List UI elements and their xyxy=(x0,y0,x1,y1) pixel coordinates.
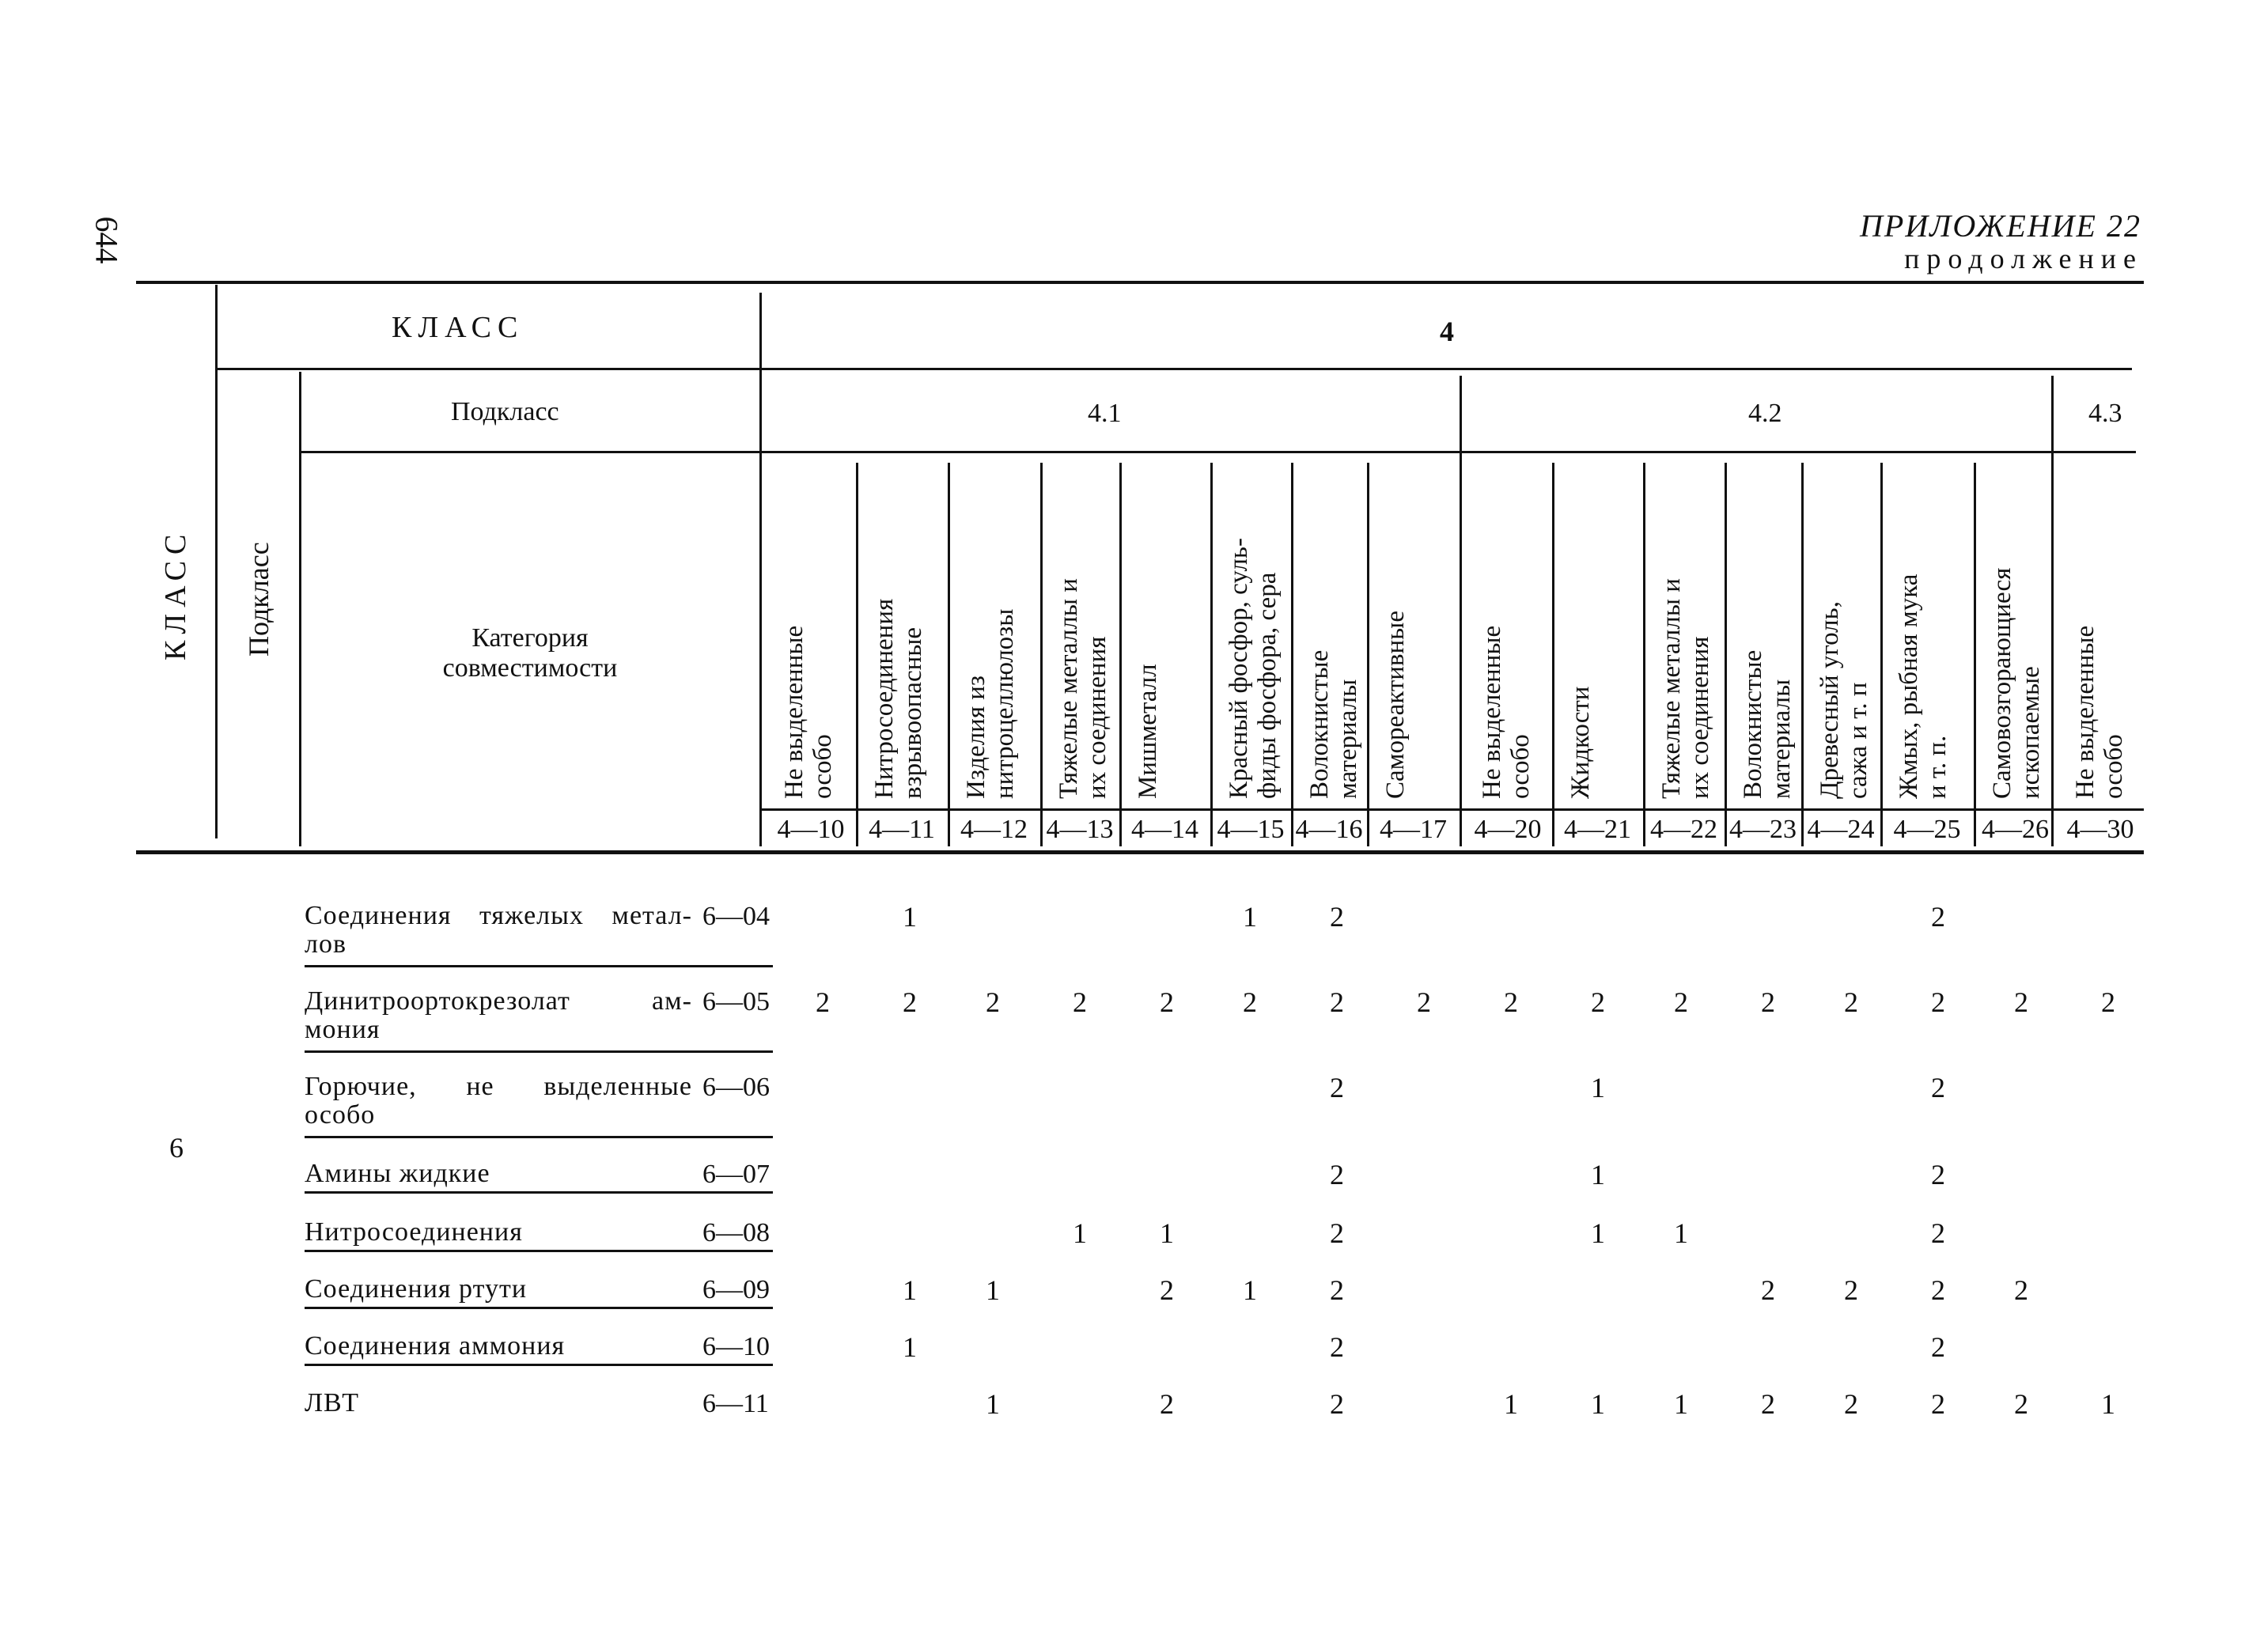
column-code: 4—15 xyxy=(1217,815,1285,844)
column-header-line1: Красный фосфор, суль- xyxy=(1225,538,1253,799)
column-code: 4—20 xyxy=(1474,815,1542,844)
column-separator xyxy=(1119,463,1122,846)
cell-value: 2 xyxy=(1330,1159,1344,1190)
column-header-line1: Самореактивные xyxy=(1381,611,1410,799)
column-header-label xyxy=(1054,578,1111,799)
column-header-line2: материалы xyxy=(1767,679,1796,799)
cell-value: 2 xyxy=(1761,1274,1775,1306)
column-code: 4—11 xyxy=(869,815,935,844)
column-separator xyxy=(1040,463,1043,846)
column-header-label xyxy=(1225,538,1282,799)
row-name xyxy=(305,1073,692,1130)
row-underline xyxy=(305,1250,773,1252)
cell-value: 1 xyxy=(986,1388,1000,1420)
cell-value: 2 xyxy=(1330,1388,1344,1420)
column-header-line1: Нитросоединения xyxy=(870,598,899,799)
cell-value: 2 xyxy=(1160,986,1174,1018)
cell-value: 2 xyxy=(1931,901,1945,933)
cell-value: 1 xyxy=(1160,1217,1174,1249)
row-name-line1: Горючие, не выделенные xyxy=(305,1072,692,1101)
page-number: 644 xyxy=(89,216,125,264)
column-code: 4—30 xyxy=(2066,815,2134,844)
cell-value: 1 xyxy=(2101,1388,2115,1420)
column-header-line1: Не выделенные xyxy=(780,625,808,799)
column-header-line2: взрывоопасные xyxy=(899,626,927,799)
cell-value: 2 xyxy=(816,986,830,1018)
cell-value: 2 xyxy=(1504,986,1518,1018)
cell-value: 2 xyxy=(1761,1388,1775,1420)
row-code: 6—06 xyxy=(702,1073,770,1102)
row-underline xyxy=(305,1191,773,1194)
column-separator xyxy=(948,463,950,846)
column-header-label xyxy=(1305,650,1362,799)
column-separator xyxy=(1880,463,1883,846)
column-separator xyxy=(856,463,858,846)
cell-value: 2 xyxy=(1330,1217,1344,1249)
cell-value: 1 xyxy=(903,1331,917,1363)
column-header-label xyxy=(1988,568,2045,799)
cell-value: 1 xyxy=(1243,1274,1257,1306)
row-name-line2: лов xyxy=(305,929,347,959)
column-header-line1: Жидкости xyxy=(1566,686,1595,799)
cell-value: 2 xyxy=(1417,986,1431,1018)
column-code: 4—24 xyxy=(1807,815,1875,844)
cell-value: 2 xyxy=(1591,986,1605,1018)
column-code: 4—23 xyxy=(1729,815,1797,844)
column-separator xyxy=(1725,463,1727,846)
category-label xyxy=(372,623,688,683)
cell-value: 2 xyxy=(1073,986,1087,1018)
row-name xyxy=(305,987,692,1044)
column-code: 4—10 xyxy=(777,815,845,844)
column-header-label xyxy=(1816,601,1872,799)
column-header-label xyxy=(1478,626,1535,799)
podklass-label: Подкласс xyxy=(451,397,559,426)
cell-value: 2 xyxy=(1243,986,1257,1018)
column-header-line1: Тяжелые металлы и xyxy=(1054,578,1083,799)
column-separator xyxy=(1552,463,1554,846)
column-code: 4—13 xyxy=(1046,815,1114,844)
column-header-line1: Не выделенные xyxy=(1478,625,1506,799)
column-header-line1: Тяжелые металлы и xyxy=(1657,578,1686,799)
row-code: 6—09 xyxy=(702,1275,770,1304)
row-code: 6—08 xyxy=(702,1218,770,1247)
row-name-line2: мония xyxy=(305,1015,381,1044)
column-code: 4—14 xyxy=(1131,815,1198,844)
cell-value: 1 xyxy=(1591,1388,1605,1420)
row-name-line1: Соединения аммония xyxy=(305,1331,566,1361)
klass-vertical-label: КЛАСС xyxy=(159,528,192,660)
column-code: 4—12 xyxy=(960,815,1028,844)
column-code: 4—17 xyxy=(1380,815,1447,844)
column-header-line2: особо xyxy=(1506,734,1535,799)
subclass-4-2: 4.2 xyxy=(1748,399,1782,428)
row-code: 6—10 xyxy=(702,1332,770,1361)
row-class-label: 6 xyxy=(169,1132,184,1164)
cell-value: 1 xyxy=(1591,1159,1605,1190)
column-header-line1: Волокнистые xyxy=(1305,649,1334,799)
cell-value: 1 xyxy=(1504,1388,1518,1420)
cell-value: 2 xyxy=(1931,986,1945,1018)
cell-value: 2 xyxy=(1330,986,1344,1018)
row-underline xyxy=(305,1307,773,1309)
cell-value: 1 xyxy=(1591,1217,1605,1249)
cell-value: 2 xyxy=(1931,1072,1945,1103)
column-header-line2: их соединения xyxy=(1686,636,1714,799)
row-code: 6—04 xyxy=(702,902,770,931)
column-header-line2: сажа и т. п xyxy=(1844,682,1872,799)
podklass-vertical-label: Подкласс xyxy=(243,542,275,657)
column-header-line2: и т. п. xyxy=(1923,735,1952,799)
row-code: 6—07 xyxy=(702,1160,770,1189)
row-code: 6—05 xyxy=(702,987,770,1016)
row-name-line1: Соединения тяжелых метал- xyxy=(305,901,692,930)
cell-value: 2 xyxy=(1160,1274,1174,1306)
row-name-line1: Нитросоединения xyxy=(305,1217,523,1247)
column-header-line2: особо xyxy=(2100,734,2128,799)
cell-value: 2 xyxy=(1761,986,1775,1018)
column-header-label xyxy=(1895,574,1952,799)
cell-value: 1 xyxy=(1591,1072,1605,1103)
cell-value: 2 xyxy=(903,986,917,1018)
subclass-4-3: 4.3 xyxy=(2088,399,2122,428)
cell-value: 2 xyxy=(1844,986,1858,1018)
cell-value: 1 xyxy=(903,901,917,933)
column-header-line2: ископаемые xyxy=(2016,666,2045,799)
cell-value: 2 xyxy=(1844,1274,1858,1306)
column-header-label xyxy=(962,609,1019,799)
cell-value: 1 xyxy=(903,1274,917,1306)
column-header-label xyxy=(870,599,927,799)
column-separator xyxy=(1801,463,1804,846)
row-name-line1: Динитроортокрезолат ам- xyxy=(305,986,692,1016)
cell-value: 2 xyxy=(1330,1072,1344,1103)
column-separator xyxy=(1210,463,1213,846)
column-separator xyxy=(1643,463,1645,846)
appendix-title: ПРИЛОЖЕНИЕ 22 xyxy=(1860,208,2141,244)
cell-value: 2 xyxy=(2014,1274,2028,1306)
column-header-label xyxy=(1739,650,1796,799)
column-code: 4—22 xyxy=(1650,815,1717,844)
cell-value: 2 xyxy=(1931,1217,1945,1249)
cell-value: 1 xyxy=(1674,1217,1688,1249)
column-code: 4—21 xyxy=(1564,815,1631,844)
row-name-line1: Амины жидкие xyxy=(305,1159,490,1188)
column-header-label xyxy=(2071,626,2128,799)
row-underline xyxy=(305,1136,773,1138)
cell-value: 2 xyxy=(986,986,1000,1018)
column-header-label xyxy=(1381,611,1410,799)
column-code: 4—26 xyxy=(1982,815,2049,844)
column-header-line2: материалы xyxy=(1334,679,1362,799)
cell-value: 2 xyxy=(1931,1388,1945,1420)
cell-value: 2 xyxy=(1330,901,1344,933)
cell-value: 1 xyxy=(1674,1388,1688,1420)
klass-value: 4 xyxy=(1440,316,1454,347)
cell-value: 2 xyxy=(1844,1388,1858,1420)
cell-value: 2 xyxy=(1674,986,1688,1018)
row-name xyxy=(305,1389,692,1417)
row-name xyxy=(305,1160,692,1188)
column-separator xyxy=(1974,463,1976,846)
cell-value: 2 xyxy=(1931,1159,1945,1190)
row-name-line1: Соединения ртути xyxy=(305,1274,528,1304)
column-code: 4—25 xyxy=(1893,815,1961,844)
cell-value: 2 xyxy=(2101,986,2115,1018)
category-label-line1: Категория xyxy=(471,623,589,653)
row-underline xyxy=(305,1364,773,1366)
cell-value: 2 xyxy=(1330,1274,1344,1306)
column-separator xyxy=(1291,463,1293,846)
column-header-line1: Жмых, рыбная мука xyxy=(1895,573,1923,799)
row-name-line2: особо xyxy=(305,1100,376,1130)
row-name xyxy=(305,1275,692,1304)
column-header-line2: особо xyxy=(808,734,837,799)
row-name xyxy=(305,902,692,959)
subclass-4-1: 4.1 xyxy=(1088,399,1122,428)
column-header-line2: фиды фосфора, сера xyxy=(1253,572,1282,799)
cell-value: 1 xyxy=(986,1274,1000,1306)
column-header-line1: Самовозгорающиеся xyxy=(1988,567,2016,799)
cell-value: 2 xyxy=(1931,1331,1945,1363)
column-header-label xyxy=(1566,687,1595,799)
column-code: 4—16 xyxy=(1295,815,1363,844)
cell-value: 2 xyxy=(2014,1388,2028,1420)
column-header-label xyxy=(1657,578,1714,799)
column-header-line1: Изделия из xyxy=(962,676,990,799)
column-separator xyxy=(1367,463,1369,846)
cell-value: 2 xyxy=(2014,986,2028,1018)
klass-label: КЛАСС xyxy=(392,311,524,344)
column-header-line1: Не выделенные xyxy=(2071,625,2100,799)
row-name xyxy=(305,1332,692,1361)
row-underline xyxy=(305,1050,773,1053)
column-header-line1: Мишметалл xyxy=(1134,664,1162,799)
cell-value: 2 xyxy=(1931,1274,1945,1306)
cell-value: 1 xyxy=(1243,901,1257,933)
column-header-line1: Волокнистые xyxy=(1739,649,1767,799)
category-label-line2: совместимости xyxy=(442,653,618,683)
column-header-line1: Древесный уголь, xyxy=(1816,601,1844,799)
cell-value: 1 xyxy=(1073,1217,1087,1249)
column-header-line2: нитроцеллюлозы xyxy=(990,608,1019,799)
cell-value: 2 xyxy=(1160,1388,1174,1420)
cell-value: 2 xyxy=(1330,1331,1344,1363)
row-name xyxy=(305,1218,692,1247)
appendix-subtitle: продолжение xyxy=(1904,243,2143,274)
row-name-line1: ЛВТ xyxy=(305,1388,360,1417)
column-header-line2: их соединения xyxy=(1083,636,1111,799)
row-code: 6—11 xyxy=(702,1389,769,1418)
column-header-label xyxy=(1134,664,1162,799)
column-header-label xyxy=(780,626,837,799)
row-underline xyxy=(305,965,773,967)
